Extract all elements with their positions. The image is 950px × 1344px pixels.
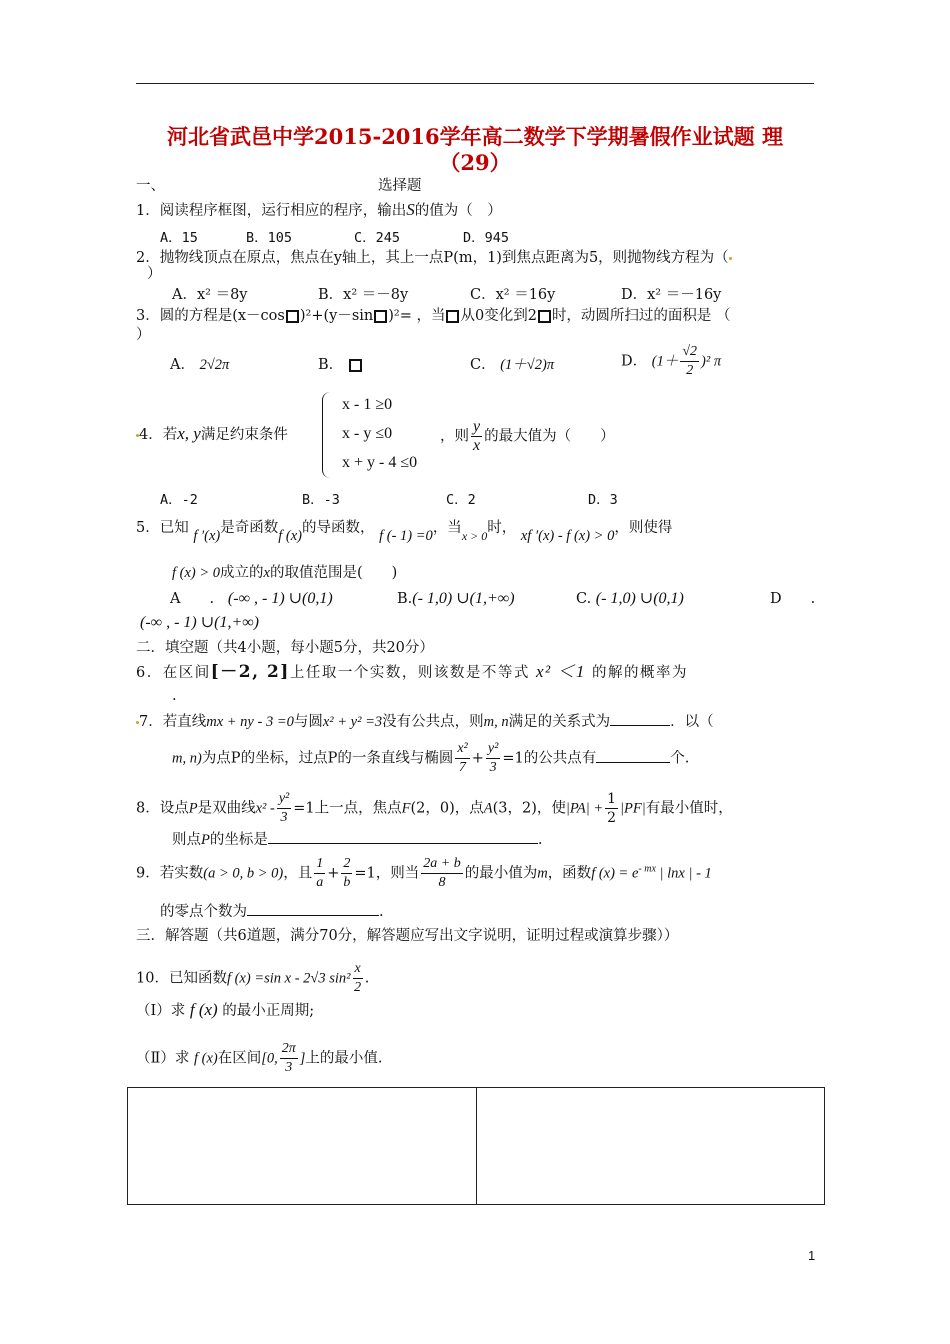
q1-option-c: C．245 [354, 230, 401, 246]
q5-option-b-value: (- 1,0) ∪(1,+∞) [412, 590, 515, 607]
q8-half [605, 790, 618, 827]
q2-option-a: A．x² ＝8y [172, 287, 248, 303]
section-3-heading: 三．解答题（共6道题，满分70分，解答题应写出文字说明，证明过程或演算步骤）） [136, 928, 679, 944]
q2-option-c: C．x² ＝16y [470, 287, 556, 303]
q10-b: . [364, 970, 370, 987]
q3-option-d-pre: (1＋ [651, 353, 679, 370]
title-line-1: 河北省武邑中学2015-2016学年高二数学下学期暑假作业试题 理 [167, 124, 783, 149]
q8-f-den: 3 [280, 810, 288, 825]
q8-expr-b: |PF| [620, 800, 646, 817]
q9-l2-b: . [379, 904, 384, 920]
q5-e: 时， [487, 520, 517, 536]
q10-a: 10．已知函数 [136, 970, 227, 987]
q1-option-a: A．15 [160, 230, 198, 246]
q3-option-d-fraction [680, 343, 699, 380]
q5-l2-c: x [263, 565, 270, 581]
q7-l2-c: =1 [502, 750, 524, 767]
q5-l2-d: 的取值范围是( ) [269, 565, 398, 581]
q9-f1-num: 1 [314, 855, 325, 874]
q8-l2-P: P [201, 832, 210, 848]
q5-option-a-label: A . [170, 591, 215, 607]
q7-f1-den: 7 [459, 760, 467, 775]
q4-tail: 的最大值为（ ） [484, 428, 615, 445]
document-title [120, 124, 830, 176]
question-9 [136, 855, 712, 892]
q8-F: F [401, 800, 411, 817]
question-4 [136, 424, 288, 445]
q4-then: ，则 [440, 428, 469, 445]
q7-l2-e: 个. [670, 750, 690, 767]
q7-l2-b: 为点P的坐标，过点P的一条直线与椭圆 [201, 750, 454, 767]
q4-denominator: x [473, 437, 481, 454]
q3-option-a-label: A． [170, 357, 195, 373]
q5-option-a [170, 589, 333, 609]
q7-f1-num: x² [455, 740, 469, 759]
q10-p1-b: 的最小正周期; [222, 1003, 315, 1019]
q1-tail: 的值为（ ） [414, 203, 502, 219]
q2-text: 2．抛物线顶点在原点，焦点在y轴上，其上一点P(m，1)到焦点距离为5，则抛物线方程为（ [136, 250, 729, 266]
question-8 [136, 790, 733, 827]
q1-var: S [406, 200, 415, 219]
q7-circle: x² + y² =3 [322, 714, 383, 730]
q9-f3-num: 2a + b [421, 855, 462, 874]
q8-hyp-post: =1 [293, 800, 315, 817]
q5-l2-a: f (x) > 0 [172, 565, 221, 581]
q9-f3-den: 8 [438, 875, 446, 890]
answer-blank[interactable] [596, 761, 670, 763]
constraint-2: x - y ≤0 [342, 425, 393, 442]
q10-p2-frac [280, 1040, 298, 1077]
q8-c: 上一点，焦点 [314, 800, 402, 817]
q9-d: 的最小值为 [464, 865, 538, 882]
q8-l2-b: 的坐标是 [209, 832, 268, 848]
q8-e: (3，2)，使 [492, 800, 566, 817]
q10-p2-b: 在区间 [217, 1050, 262, 1067]
q3-option-d [621, 343, 721, 380]
q8-half-den: 2 [607, 810, 617, 826]
q6-c: 的解的概率为 [591, 665, 688, 681]
q4-numerator: y [473, 418, 481, 435]
q8-a: 8．设点 [136, 800, 189, 817]
brace [322, 392, 333, 478]
q10-frac [353, 960, 363, 997]
q9-b: ，且 [283, 865, 313, 882]
q4-option-b: B．-3 [302, 492, 340, 508]
q2-option-d: D．x² ＝－16y [621, 287, 722, 303]
section-1-number: 一、 [136, 178, 165, 194]
q9-f2-den: b [343, 875, 351, 890]
missing-glyph-icon [286, 310, 299, 323]
q10-p2-f: f (x) [193, 1050, 218, 1067]
q2-close-paren: ） [147, 266, 162, 282]
header-rule [136, 83, 814, 84]
q7-frac-1 [455, 740, 469, 777]
q8-l2-c: . [537, 832, 543, 848]
answer-blank[interactable] [610, 724, 670, 726]
q9-cond: (a > 0, b > 0) [203, 865, 284, 882]
q1-text: 1．阅读程序框图，运行相应的程序，输出 [136, 203, 407, 219]
q10-p2-a: （Ⅱ）求 [136, 1050, 190, 1067]
q9-line-2 [160, 902, 384, 922]
q5-cond3: xf ′(x) - f (x) > 0 [520, 528, 615, 544]
q6-b: 上任取一个实数，则该数是不等式 [289, 665, 530, 681]
q4-mid: 满足约束条件 [200, 427, 288, 443]
q4-vars: x, y [177, 424, 201, 443]
q3-text-b: )²+(y－sin [299, 308, 374, 324]
q3-option-b-label: B． [318, 357, 344, 373]
q8-line-2 [172, 830, 542, 850]
q9-a: 9．若实数 [136, 865, 204, 882]
q5-cond1: f (- 1) =0 [379, 528, 433, 544]
question-1 [136, 200, 502, 221]
q6-a: 6．在区间 [136, 665, 211, 681]
answer-cell-right[interactable] [476, 1088, 825, 1204]
q7-b: 与圆 [293, 714, 323, 730]
q8-expr-a: |PA| + [565, 800, 604, 817]
q7-line-2 [172, 740, 689, 777]
q3-text-e: 时，动圆所扫过的面积是 （ [551, 308, 731, 324]
q1-option-d: D．945 [463, 230, 510, 246]
q8-d: (2，0)，点 [410, 800, 484, 817]
q3-option-d-post: )² π [701, 353, 722, 370]
q8-f-num: y² [277, 790, 291, 809]
q10-p2-den: 3 [285, 1060, 293, 1075]
q4-objective [440, 418, 615, 455]
q9-m: m [537, 865, 548, 882]
q4-option-d: D．3 [588, 492, 618, 508]
q4-option-c: C．2 [446, 492, 476, 508]
q3-close-paren: ） [136, 327, 151, 343]
q4-pre: 4．若 [139, 427, 178, 443]
q2-option-b: B．x² ＝－8y [318, 287, 409, 303]
q5-c: 的导函数， [302, 520, 375, 536]
q7-plus: + [471, 750, 484, 767]
q3-d-denominator: 2 [686, 363, 694, 378]
q10-p2-c: 上的最小值. [305, 1050, 383, 1067]
question-10 [136, 960, 369, 997]
q8-hyp-pre: x² - [255, 800, 275, 817]
missing-glyph-icon [374, 310, 387, 323]
q10-fx: f (x) =sin x - 2√3 sin² [226, 970, 351, 987]
q7-l2-a: m, n) [172, 750, 202, 767]
q7-l2-d: 的公共点有 [523, 750, 597, 767]
q5-option-b [397, 589, 515, 609]
q7-a: 7．若直线 [139, 714, 207, 730]
q3-text-a: 3．圆的方程是(x－cos [136, 308, 285, 324]
q10-p2-int-a: [0, [261, 1050, 278, 1067]
q9-plus: + [327, 865, 340, 882]
constraint-1: x - 1 ≥0 [342, 396, 393, 413]
q10-p1-a: （Ⅰ）求 [136, 1003, 186, 1019]
q7-line: mx + ny - 3 =0 [206, 714, 294, 730]
q10-p1-f: f (x) [189, 1000, 218, 1019]
q3-option-a-value: 2√2π [199, 357, 230, 373]
q8-l2-a: 则点 [172, 832, 201, 848]
constraint-3: x + y - 4 ≤0 [342, 454, 418, 471]
q9-abs: | lnx | - 1 [655, 865, 712, 882]
q8-frac [277, 790, 291, 827]
q7-d: 满足的关系式为 [508, 714, 611, 730]
q8-f: 有最小值时， [645, 800, 733, 817]
q9-c: =1，则当 [354, 865, 420, 882]
q3-option-a [170, 355, 229, 375]
q10-f-num: x [353, 960, 363, 979]
q5-fx: f (x) [278, 528, 303, 544]
question-3 [136, 306, 731, 326]
q9-sup: - mx [638, 863, 656, 875]
question-6 [136, 662, 688, 683]
q5-option-d-label: D . [770, 591, 816, 607]
q5-line-2 [172, 563, 397, 583]
q7-f2-den: 3 [489, 760, 497, 775]
q3-option-c-value: (1＋√2)π [500, 357, 555, 373]
q7-f2-num: y² [486, 740, 500, 759]
answer-blank[interactable] [268, 842, 538, 844]
page-number: 1 [808, 1248, 816, 1263]
answer-blank[interactable] [247, 914, 379, 916]
q6-period: . [172, 688, 177, 704]
missing-glyph-icon [349, 359, 362, 372]
q5-d: ，当 [432, 520, 462, 536]
q8-A: A [483, 800, 493, 817]
answer-table [127, 1087, 825, 1205]
q3-option-c [470, 355, 554, 375]
q9-l2-a: 的零点个数为 [160, 904, 247, 920]
section-2-heading: 二．填空题（共4小题，每小题5分，共20分） [136, 640, 434, 656]
title-line-2: （29） [439, 150, 511, 175]
q10-part-2 [136, 1040, 383, 1077]
section-1-heading: 选择题 [378, 178, 422, 194]
q3-text-d: 从0变化到2 [460, 308, 537, 324]
q10-part-1 [136, 1000, 314, 1021]
q5-option-d-value: (-∞ , - 1) ∪(1,+∞) [140, 614, 259, 631]
q8-P: P [188, 800, 198, 817]
q9-f1-den: a [316, 875, 324, 890]
q5-f: ，则使得 [614, 520, 673, 536]
q1-option-b: B．105 [246, 230, 293, 246]
q9-e: ，函数 [547, 865, 592, 882]
q4-fraction [471, 418, 482, 455]
q3-option-d-label: D． [621, 353, 648, 370]
q7-mn: m, n [483, 714, 509, 730]
question-7 [136, 712, 714, 732]
q8-b: 是双曲线 [197, 800, 256, 817]
q10-f-den: 2 [354, 980, 362, 995]
q8-half-num: 1 [607, 791, 617, 807]
q5-option-b-label: B. [397, 591, 413, 607]
q5-a: 5．已知 [136, 520, 189, 536]
q6-interval: [－2, 2] [210, 662, 290, 682]
q5-b: 是奇函数 [220, 520, 279, 536]
q5-fprime: f ′(x) [193, 528, 221, 544]
q5-option-c-value: (- 1,0) ∪(0,1) [595, 590, 684, 607]
q3-text-c: )²= ，当 [388, 308, 446, 324]
q7-frac-2 [486, 740, 500, 777]
q3-option-c-label: C． [470, 357, 496, 373]
q9-fn: f (x) = e [591, 865, 639, 882]
q4-option-a: A．-2 [160, 492, 198, 508]
q5-option-c-label: C. [576, 591, 592, 607]
q5-cond2: x > 0 [461, 529, 488, 543]
q5-option-a-value: (-∞ , - 1) ∪(0,1) [227, 590, 333, 607]
q6-inequality: x² ＜1 [535, 662, 586, 681]
question-2 [136, 248, 732, 268]
q3-option-b [318, 355, 363, 375]
missing-glyph-icon [446, 310, 459, 323]
q9-frac-2 [341, 855, 352, 892]
q5-option-c [576, 589, 684, 609]
q5-l2-b: 成立的 [220, 565, 264, 581]
q3-d-numerator: √2 [680, 343, 699, 362]
q7-c: 没有公共点，则 [382, 714, 484, 730]
q9-frac-3 [421, 855, 462, 892]
q10-p2-num: 2π [280, 1040, 298, 1059]
q9-f2-num: 2 [341, 855, 352, 874]
q9-frac-1 [314, 855, 325, 892]
q7-e: ．以（ [670, 714, 714, 730]
answer-cell-left[interactable] [128, 1088, 476, 1204]
question-5 [136, 518, 673, 544]
constraint-system [322, 392, 442, 482]
missing-glyph-icon [538, 310, 551, 323]
q10-p2-int-b: ] [299, 1050, 306, 1067]
